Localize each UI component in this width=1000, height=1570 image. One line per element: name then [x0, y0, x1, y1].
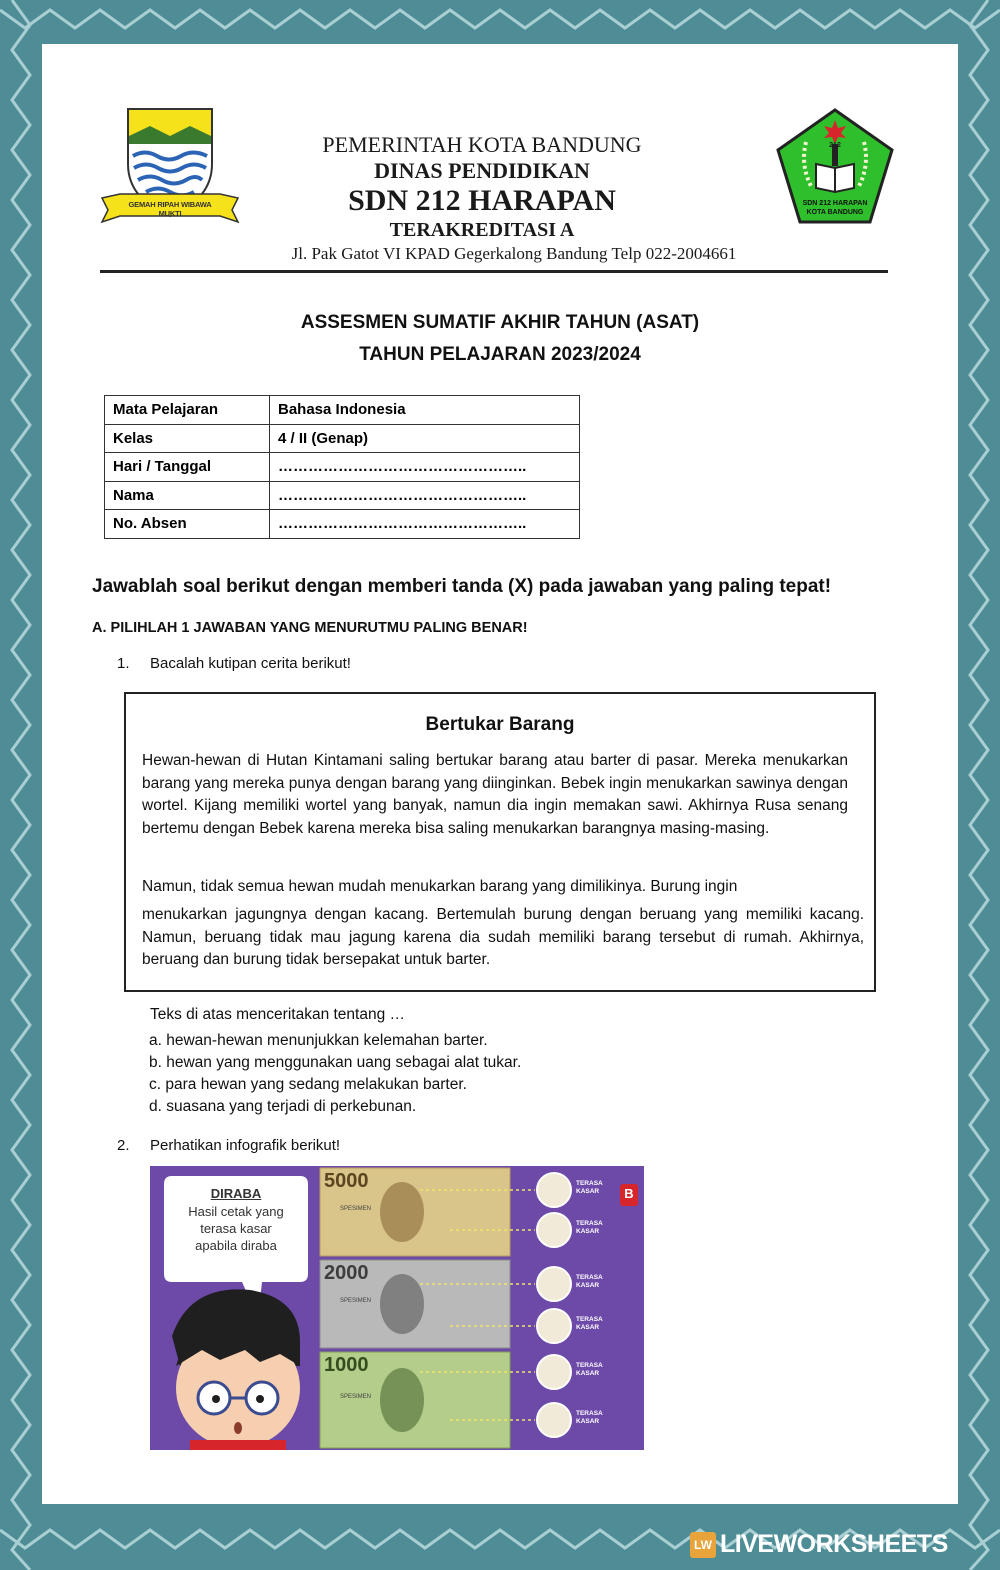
kasar-label: KASAR [576, 1228, 600, 1235]
table-row [105, 481, 580, 510]
story-paragraph-2: menukarkan jagungnya dengan kacang. Bertemulah burung dengan beruang yang memiliki kacang. Namun, beruang tidak mau jagung karena dia sudah memiliki barang tersebut di rumah. Akhirnya, beruang dan burung tidak bersepakat untuk barter. [142, 906, 864, 968]
answer-option-a[interactable]: a. hewan-hewan menunjukkan kelemahan barter. [149, 1032, 488, 1049]
header-government: PEMERINTAH KOTA BANDUNG [322, 132, 642, 157]
specimen-label: SPESIMEN [340, 1298, 372, 1304]
terasa-label: TERASA [576, 1316, 603, 1323]
academic-year-title: TAHUN PELAJARAN 2023/2024 [359, 344, 641, 365]
student-info-table [104, 395, 580, 539]
attendance-number-field[interactable]: ………………………………………….. [270, 510, 580, 539]
story-box [124, 692, 876, 992]
info-label: Hari / Tanggal [105, 453, 270, 482]
bubble-line-1: Hasil cetak yang [188, 1204, 284, 1219]
info-label: No. Absen [105, 510, 270, 539]
terasa-label: TERASA [576, 1410, 603, 1417]
liveworksheets-text: LIVEWORKSHEETS [720, 1530, 948, 1558]
info-label: Kelas [105, 424, 270, 453]
table-row [105, 424, 580, 453]
kasar-label: KASAR [576, 1188, 600, 1195]
info-value: 4 / II (Genap) [270, 424, 580, 453]
question-prompt: Bacalah kutipan cerita berikut! [150, 655, 351, 672]
specimen-label: SPESIMEN [340, 1206, 372, 1212]
header-department: DINAS PENDIDIKAN [374, 158, 590, 183]
answer-option-d[interactable]: d. suasana yang terjadi di perkebunan. [149, 1098, 417, 1115]
kasar-label: KASAR [576, 1282, 600, 1289]
header-divider [100, 270, 888, 273]
banknote-infographic [150, 1166, 644, 1450]
question-number: 1. [117, 655, 130, 672]
answer-option-b[interactable]: b. hewan yang menggunakan uang sebagai alat tukar. [149, 1054, 522, 1071]
info-value: Bahasa Indonesia [270, 396, 580, 425]
question-text: Teks di atas menceritakan tentang … [150, 1006, 406, 1023]
school-logo-text-2: KOTA BANDUNG [806, 209, 864, 216]
terasa-label: TERASA [576, 1274, 603, 1281]
liveworksheets-watermark[interactable] [690, 1528, 992, 1562]
table-row [105, 510, 580, 539]
story-title: Bertukar Barang [425, 714, 575, 735]
terasa-label: TERASA [576, 1362, 603, 1369]
school-logo-number: 212 [829, 142, 841, 149]
story-paragraph-1: Hewan-hewan di Hutan Kintamani saling bertukar barang atau barter di pasar. Mereka menukarkan barang yang mereka punya dengan barang yang diinginkan. Bebek ingin menukarkan sawinya dengan wortel. Kijang memiliki wortel yang banyak, namun dia ingin memakan sawi. Akhirnya Rusa senang bertemu dengan Bebek karena mereka bisa saling menukarkan barangnya masing-masing. [142, 752, 848, 837]
question-prompt: Perhatikan infografik berikut! [150, 1137, 341, 1154]
bubble-line-3: apabila diraba [195, 1238, 277, 1253]
question-number: 2. [117, 1137, 130, 1154]
story-paragraph-2-line-1: Namun, tidak semua hewan mudah menukarkan barang yang dimilikinya. Burung ingin [142, 878, 738, 895]
header-accreditation: TERAKREDITASI A [389, 219, 575, 241]
assessment-title: ASSESMEN SUMATIF AKHIR TAHUN (ASAT) [300, 312, 700, 333]
banknote-5000-label: 5000 [324, 1170, 369, 1192]
bi-logo: B [624, 1186, 634, 1201]
specimen-label: SPESIMEN [340, 1394, 372, 1400]
school-logo-text-1: SDN 212 HARAPAN [802, 200, 868, 207]
bubble-line-2: terasa kasar [200, 1221, 272, 1236]
answer-option-c[interactable]: c. para hewan yang sedang melakukan barter. [149, 1076, 467, 1093]
info-label: Mata Pelajaran [105, 396, 270, 425]
name-field[interactable]: ………………………………………….. [270, 481, 580, 510]
section-a-heading: A. PILIHLAH 1 JAWABAN YANG MENURUTMU PALING BENAR! [92, 620, 528, 636]
kasar-label: KASAR [576, 1324, 600, 1331]
date-field[interactable]: ………………………………………….. [270, 453, 580, 482]
table-row [105, 453, 580, 482]
header-address: Jl. Pak Gatot VI KPAD Gegerkalong Bandung Telp 022-2004661 [291, 244, 737, 263]
banknote-2000-label: 2000 [324, 1262, 369, 1284]
table-row [105, 396, 580, 425]
crest-motto: GEMAH RIPAH WIBAWA MUKTI [128, 200, 212, 218]
header-school-name: SDN 212 HARAPAN [348, 184, 616, 217]
kasar-label: KASAR [576, 1418, 600, 1425]
kasar-label: KASAR [576, 1370, 600, 1377]
terasa-label: TERASA [576, 1220, 603, 1227]
terasa-label: TERASA [576, 1180, 603, 1187]
worksheet-page [42, 44, 958, 1504]
liveworksheets-icon: LW [690, 1532, 716, 1558]
banknote-1000-label: 1000 [324, 1354, 369, 1376]
instructions: Jawablah soal berikut dengan memberi tanda (X) pada jawaban yang paling tepat! [92, 576, 832, 597]
info-label: Nama [105, 481, 270, 510]
bubble-title: DIRABA [210, 1186, 262, 1201]
